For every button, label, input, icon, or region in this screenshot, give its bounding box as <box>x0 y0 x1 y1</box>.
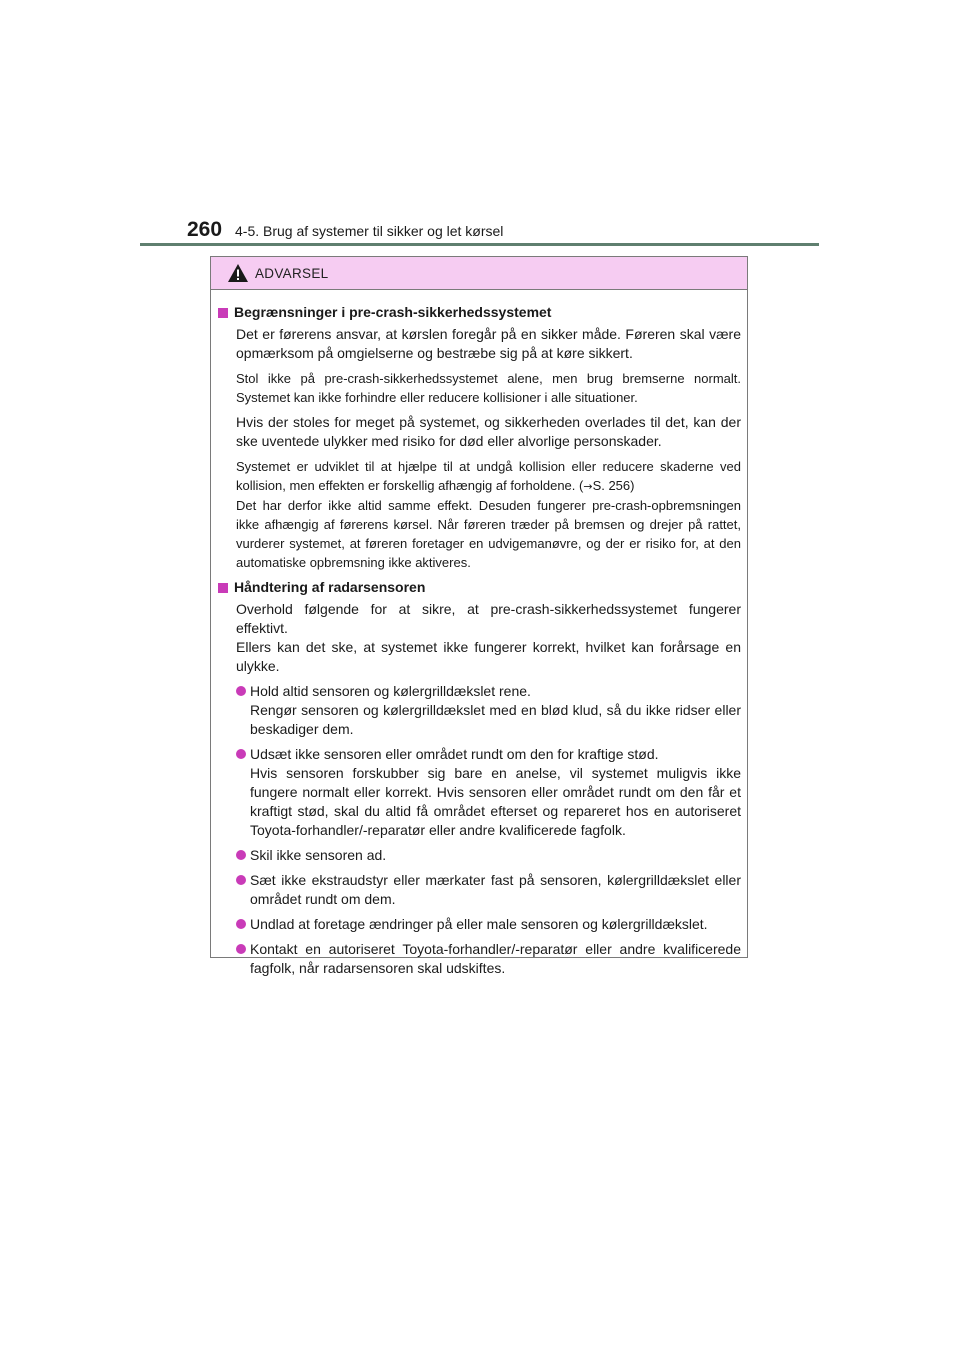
header-divider <box>140 243 819 246</box>
section-heading-text: Begrænsninger i pre-crash-sikkerhedssystemet <box>234 304 552 320</box>
round-bullet-icon <box>236 919 246 929</box>
bullet-text: Skil ikke sensoren ad. <box>250 847 387 863</box>
list-item <box>236 915 741 934</box>
paragraph: Det er førerens ansvar, at kørslen foregår på en sikker måde. Føreren skal være opmærksom på omgielserne og bestræbe sig på at køre sikkert. <box>236 326 741 361</box>
page-reference[interactable]: S. 256) <box>592 478 635 493</box>
warning-label: ADVARSEL <box>255 265 329 281</box>
paragraph-text: Systemet er udviklet til at hjælpe til at undgå kollision eller reducere skaderne ved kollision, men effekten er forskellig afhængig af forholdene. ( <box>236 459 741 493</box>
warning-triangle-icon <box>227 263 249 283</box>
bullet-text: Rengør sensoren og kølergrilldækslet med en blød klud, så du ikke ridser eller beskadiger dem. <box>250 702 741 737</box>
warning-header <box>211 257 747 290</box>
section-heading <box>217 303 741 322</box>
page-header <box>187 218 503 242</box>
section-title: 4-5. Brug af systemer til sikker og let kørsel <box>235 223 504 239</box>
paragraph: Hvis der stoles for meget på systemet, og sikkerheden overlades til det, kan der ske uventede ulykker med risiko for død eller alvorlige personskader. <box>236 414 741 449</box>
paragraph: Stol ikke på pre-crash-sikkerhedssystemet alene, men brug bremserne normalt. Systemet kan ikke forhindre eller reducere kollisioner i alle situationer. <box>236 371 741 405</box>
warning-box <box>210 256 748 976</box>
section-heading <box>217 578 741 597</box>
paragraph-text: Ellers kan det ske, at systemet ikke fungerer korrekt, hvilket kan forårsage en ulykke. <box>236 639 741 674</box>
square-bullet-icon <box>218 583 228 593</box>
bullet-text: Undlad at foretage ændringer på eller male sensoren og kølergrilldækslet. <box>250 916 708 932</box>
paragraph <box>236 457 741 572</box>
round-bullet-icon <box>236 850 246 860</box>
round-bullet-icon <box>236 686 246 696</box>
warning-body <box>211 290 747 978</box>
round-bullet-icon <box>236 749 246 759</box>
paragraph-text: Det har derfor ikke altid samme effekt. Desuden fungerer pre-crash-opbremsningen ikke afhængig af førerens kørsel. Når føreren træder på bremsen og drejer på rattet, vurderer systemet, at føreren foretager en udvigemanøvre, og der er risiko for, at den automatiske opbremsning ikke aktiveres. <box>236 498 741 570</box>
bullet-text: Kontakt en autoriseret Toyota-forhandler/-reparatør eller andre kvalificerede fagfolk, når radarsensoren skal udskiftes. <box>250 941 741 976</box>
bullet-text: Udsæt ikke sensoren eller området rundt om den for kraftige stød. <box>250 746 659 762</box>
paragraph <box>236 600 741 676</box>
list-item <box>236 940 741 978</box>
list-item <box>236 682 741 739</box>
round-bullet-icon <box>236 875 246 885</box>
bullet-text: Hvis sensoren forskubber sig bare en anelse, vil systemet muligvis ikke fungere normalt eller korrekt. Hvis sensoren eller området rundt om den får et kraftigt stød, skal du altid få området efterset og repareret hos en autoriseret Toyota-forhandler/-reparatør eller andre kvalificerede fagfolk. <box>250 765 741 838</box>
bullet-text: Sæt ikke ekstraudstyr eller mærkater fast på sensoren, kølergrilldækslet eller området rundt om dem. <box>250 872 741 907</box>
list-item <box>236 871 741 909</box>
bullet-text: Hold altid sensoren og kølergrilldækslet rene. <box>250 683 531 699</box>
section-heading-text: Håndtering af radarsensoren <box>234 579 426 595</box>
list-item <box>236 745 741 840</box>
arrow-right-icon: → <box>583 480 593 493</box>
list-item <box>236 846 741 865</box>
square-bullet-icon <box>218 308 228 318</box>
paragraph-text: Overhold følgende for at sikre, at pre-crash-sikkerhedssystemet fungerer effektivt. <box>236 601 741 636</box>
page-number: 260 <box>187 218 223 241</box>
round-bullet-icon <box>236 944 246 954</box>
